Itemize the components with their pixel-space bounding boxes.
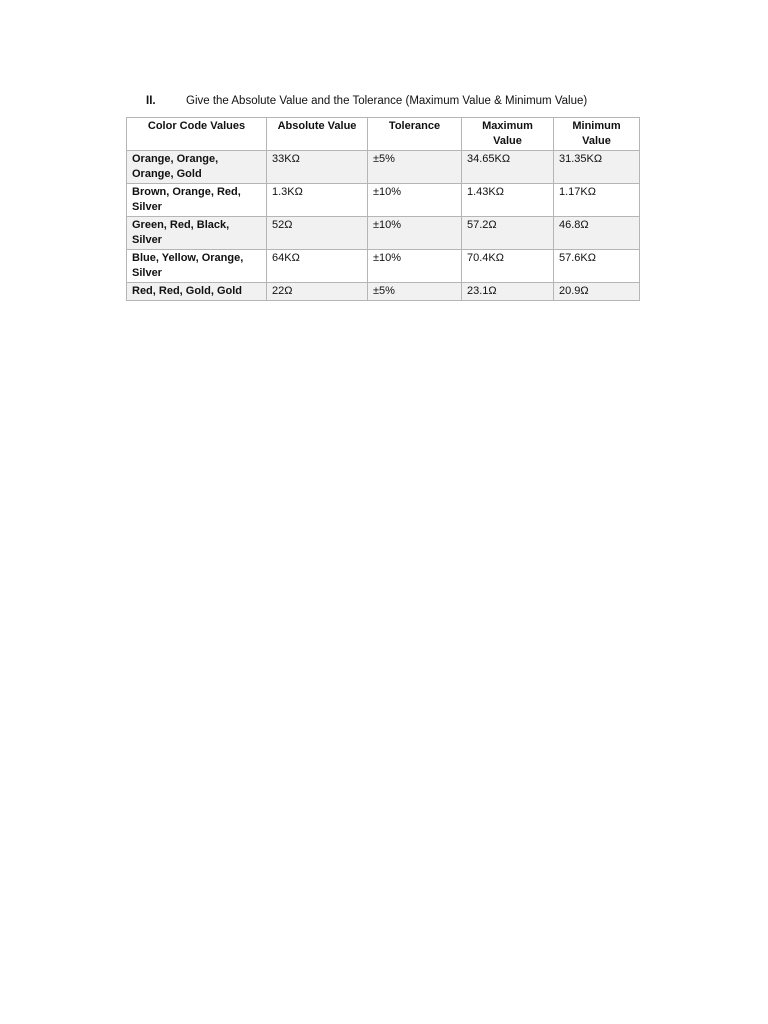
tolerance-cell: ±10% xyxy=(368,250,462,283)
question-text: Give the Absolute Value and the Tolerance (Maximum Value & Minimum Value) xyxy=(186,95,588,107)
maximum-value-cell: 57.2Ω xyxy=(462,217,554,250)
tolerance-cell: ±5% xyxy=(368,283,462,301)
maximum-value-cell: 1.43KΩ xyxy=(462,184,554,217)
tolerance-cell: ±5% xyxy=(368,151,462,184)
table-row xyxy=(127,217,640,250)
color-code-cell: Blue, Yellow, Orange, Silver xyxy=(127,250,267,283)
minimum-value-cell: 1.17KΩ xyxy=(554,184,640,217)
minimum-value-cell: 57.6KΩ xyxy=(554,250,640,283)
maximum-value-cell: 34.65KΩ xyxy=(462,151,554,184)
maximum-value-cell: 70.4KΩ xyxy=(462,250,554,283)
maximum-value-cell: 23.1Ω xyxy=(462,283,554,301)
color-code-cell: Green, Red, Black, Silver xyxy=(127,217,267,250)
absolute-value-cell: 64KΩ xyxy=(267,250,368,283)
absolute-value-cell: 52Ω xyxy=(267,217,368,250)
table-row xyxy=(127,184,640,217)
tolerance-cell: ±10% xyxy=(368,217,462,250)
question-heading xyxy=(146,93,646,109)
header-maximum-value: Maximum Value xyxy=(462,118,554,151)
header-color-code-values: Color Code Values xyxy=(127,118,267,151)
header-tolerance: Tolerance xyxy=(368,118,462,151)
header-absolute-value: Absolute Value xyxy=(267,118,368,151)
header-minimum-value: Minimum Value xyxy=(554,118,640,151)
color-code-cell: Brown, Orange, Red, Silver xyxy=(127,184,267,217)
absolute-value-cell: 1.3KΩ xyxy=(267,184,368,217)
minimum-value-cell: 46.8Ω xyxy=(554,217,640,250)
table-header-row xyxy=(127,118,640,151)
minimum-value-cell: 20.9Ω xyxy=(554,283,640,301)
absolute-value-cell: 22Ω xyxy=(267,283,368,301)
table-row xyxy=(127,283,640,301)
absolute-value-cell: 33KΩ xyxy=(267,151,368,184)
minimum-value-cell: 31.35KΩ xyxy=(554,151,640,184)
question-number: II. xyxy=(146,95,156,107)
color-code-cell: Red, Red, Gold, Gold xyxy=(127,283,267,301)
table-row xyxy=(127,151,640,184)
color-code-cell: Orange, Orange, Orange, Gold xyxy=(127,151,267,184)
resistor-table xyxy=(126,117,640,301)
table-row xyxy=(127,250,640,283)
tolerance-cell: ±10% xyxy=(368,184,462,217)
